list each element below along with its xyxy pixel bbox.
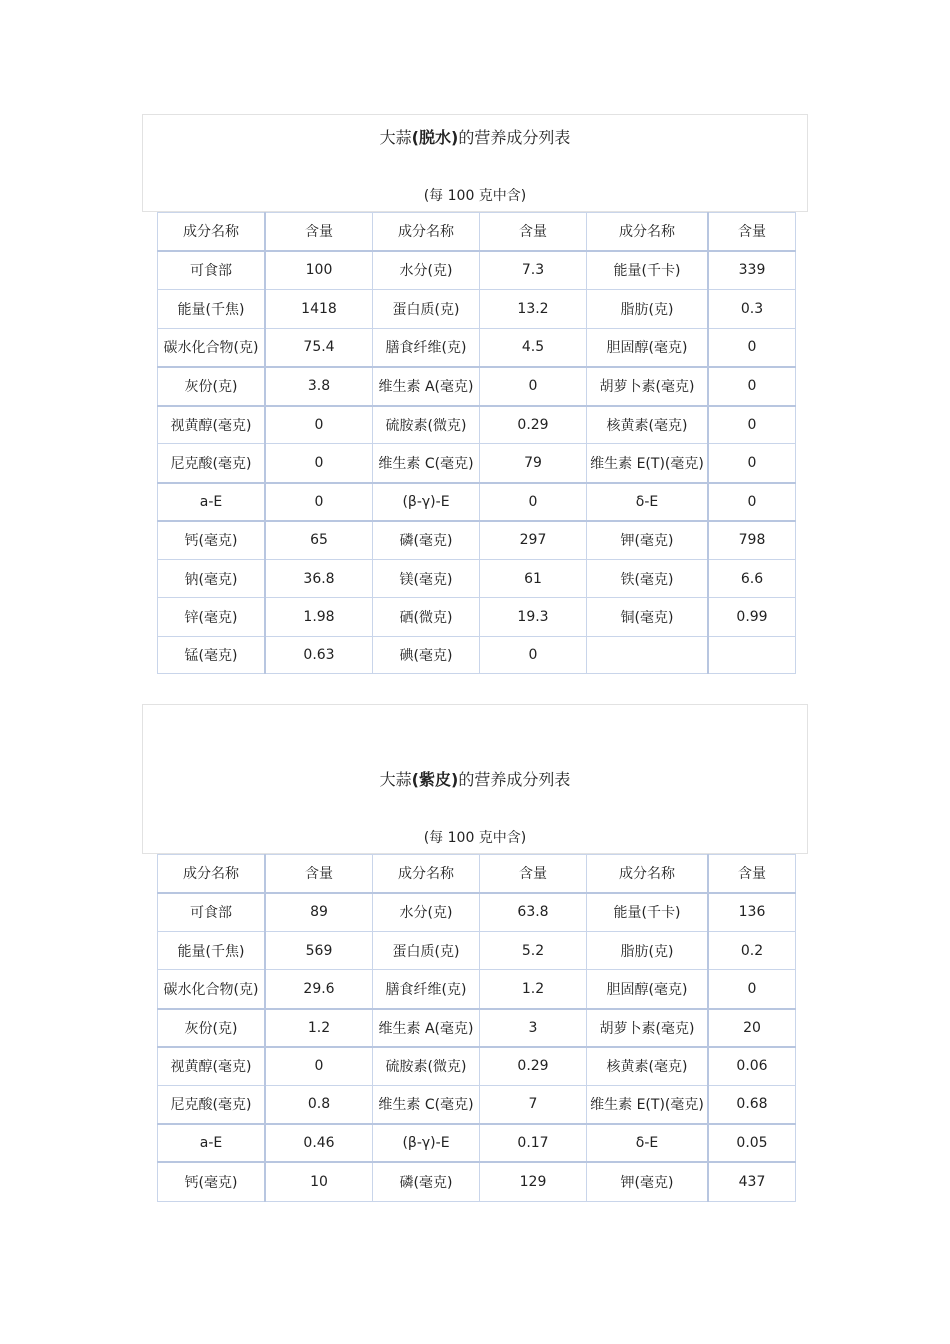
header-cell: 含量 [265, 855, 373, 893]
nutrient-value-cell: 0.99 [708, 598, 796, 637]
nutrient-value-cell: 19.3 [480, 598, 587, 637]
nutrient-name-cell: 可食部 [158, 893, 266, 932]
nutrient-name-cell: 视黄醇(毫克) [158, 406, 266, 444]
nutrient-value-cell: 0 [480, 637, 587, 674]
nutrient-value-cell: 4.5 [480, 329, 587, 367]
nutrient-name-cell: 维生素 A(毫克) [373, 1009, 480, 1047]
nutrient-value-cell: 0 [708, 444, 796, 483]
header-cell: 含量 [480, 855, 587, 893]
title-box [142, 114, 808, 212]
table-row [158, 1086, 796, 1124]
table-row [158, 1009, 796, 1047]
nutrient-name-cell: 膳食纤维(克) [373, 970, 480, 1009]
table-row [158, 444, 796, 483]
nutrient-name-cell: 碳水化合物(克) [158, 329, 266, 367]
nutrient-value-cell: 7.3 [480, 251, 587, 290]
nutrient-value-cell: 65 [265, 521, 373, 560]
title-suffix: 的营养成分列表 [458, 128, 571, 147]
nutrient-name-cell: 胆固醇(毫克) [587, 970, 709, 1009]
nutrient-name-cell: 尼克酸(毫克) [158, 1086, 266, 1124]
table-row [158, 1124, 796, 1162]
table-row [158, 251, 796, 290]
header-cell: 含量 [480, 213, 587, 251]
nutrition-table [157, 854, 796, 1202]
nutrient-name-cell: 磷(毫克) [373, 521, 480, 560]
nutrient-name-cell: 碘(毫克) [373, 637, 480, 674]
table-row [158, 290, 796, 329]
nutrient-value-cell: 0 [265, 406, 373, 444]
nutrient-value-cell: 0 [708, 329, 796, 367]
table-row [158, 560, 796, 598]
nutrient-value-cell: 10 [265, 1162, 373, 1202]
nutrient-name-cell: 灰份(克) [158, 1009, 266, 1047]
nutrient-value-cell: 437 [708, 1162, 796, 1202]
nutrient-value-cell: 20 [708, 1009, 796, 1047]
nutrient-name-cell: 磷(毫克) [373, 1162, 480, 1202]
nutrient-name-cell: 铁(毫克) [587, 560, 709, 598]
nutrient-value-cell: 75.4 [265, 329, 373, 367]
nutrient-name-cell: 能量(千卡) [587, 893, 709, 932]
nutrient-name-cell: 锰(毫克) [158, 637, 266, 674]
nutrient-value-cell: 100 [265, 251, 373, 290]
nutrient-name-cell: 核黄素(毫克) [587, 406, 709, 444]
header-cell: 成分名称 [158, 213, 266, 251]
nutrient-name-cell: 膳食纤维(克) [373, 329, 480, 367]
nutrient-name-cell: 灰份(克) [158, 367, 266, 406]
nutrient-value-cell: 0.8 [265, 1086, 373, 1124]
nutrient-value-cell: 0.63 [265, 637, 373, 674]
header-cell: 含量 [708, 855, 796, 893]
header-cell: 成分名称 [158, 855, 266, 893]
nutrient-value-cell: 297 [480, 521, 587, 560]
table-row [158, 521, 796, 560]
nutrient-value-cell: 798 [708, 521, 796, 560]
nutrient-name-cell: 可食部 [158, 251, 266, 290]
table-row [158, 1047, 796, 1086]
nutrient-name-cell: 能量(千焦) [158, 290, 266, 329]
nutrient-name-cell: 硫胺素(微克) [373, 1047, 480, 1086]
nutrient-value-cell: 79 [480, 444, 587, 483]
nutrient-name-cell: a-E [158, 483, 266, 521]
nutrition-table [157, 212, 796, 674]
title-paren: (脱水) [411, 128, 459, 147]
nutrient-name-cell: 胡萝卜素(毫克) [587, 367, 709, 406]
table-row [158, 970, 796, 1009]
nutrient-value-cell: 0 [265, 444, 373, 483]
nutrient-value-cell: 1418 [265, 290, 373, 329]
nutrient-value-cell: 136 [708, 893, 796, 932]
nutrient-value-cell: 7 [480, 1086, 587, 1124]
table-row [158, 637, 796, 674]
nutrient-name-cell: 蛋白质(克) [373, 932, 480, 970]
nutrient-value-cell: 63.8 [480, 893, 587, 932]
nutrient-name-cell: 铜(毫克) [587, 598, 709, 637]
nutrient-name-cell: 胆固醇(毫克) [587, 329, 709, 367]
table-row [158, 893, 796, 932]
table-row [158, 329, 796, 367]
title-prefix: 大蒜 [379, 128, 412, 147]
table-row [158, 598, 796, 637]
nutrient-value-cell: 0 [480, 367, 587, 406]
nutrient-value-cell: 129 [480, 1162, 587, 1202]
nutrient-name-cell: 钠(毫克) [158, 560, 266, 598]
nutrient-value-cell: 569 [265, 932, 373, 970]
nutrient-value-cell: 0 [265, 483, 373, 521]
nutrient-name-cell: 脂肪(克) [587, 932, 709, 970]
nutrient-name-cell: 镁(毫克) [373, 560, 480, 598]
nutrient-name-cell: 脂肪(克) [587, 290, 709, 329]
nutrient-name-cell: 维生素 A(毫克) [373, 367, 480, 406]
header-cell: 成分名称 [587, 855, 709, 893]
nutrient-value-cell: 0 [265, 1047, 373, 1086]
nutrient-name-cell: 维生素 C(毫克) [373, 444, 480, 483]
nutrient-value-cell: 0 [708, 367, 796, 406]
nutrient-name-cell: 胡萝卜素(毫克) [587, 1009, 709, 1047]
header-cell: 成分名称 [373, 855, 480, 893]
nutrient-value-cell: 0 [708, 970, 796, 1009]
nutrient-name-cell: a-E [158, 1124, 266, 1162]
nutrient-name-cell [587, 637, 709, 674]
nutrient-name-cell: 尼克酸(毫克) [158, 444, 266, 483]
table-subtitle: (每 100 克中含) [423, 188, 527, 204]
nutrient-name-cell: 硒(微克) [373, 598, 480, 637]
nutrient-name-cell: 能量(千卡) [587, 251, 709, 290]
nutrient-value-cell: 13.2 [480, 290, 587, 329]
nutrient-name-cell: 维生素 E(T)(毫克) [587, 1086, 709, 1124]
nutrient-name-cell: 钾(毫克) [587, 521, 709, 560]
table-title [143, 125, 807, 148]
nutrient-value-cell [708, 637, 796, 674]
title-paren: (紫皮) [411, 770, 459, 789]
nutrient-name-cell: 钙(毫克) [158, 1162, 266, 1202]
nutrient-name-cell: δ-E [587, 483, 709, 521]
table-subtitle: (每 100 克中含) [423, 830, 527, 846]
nutrient-value-cell: 3.8 [265, 367, 373, 406]
nutrient-value-cell: 0.2 [708, 932, 796, 970]
header-cell: 成分名称 [373, 213, 480, 251]
nutrient-name-cell: 维生素 C(毫克) [373, 1086, 480, 1124]
nutrient-value-cell: 0 [708, 483, 796, 521]
nutrient-value-cell: 0.3 [708, 290, 796, 329]
nutrient-value-cell: 0.17 [480, 1124, 587, 1162]
nutrient-value-cell: 1.98 [265, 598, 373, 637]
table-header-row [158, 855, 796, 893]
header-cell: 含量 [708, 213, 796, 251]
nutrient-value-cell: 6.6 [708, 560, 796, 598]
nutrient-name-cell: 钾(毫克) [587, 1162, 709, 1202]
nutrient-name-cell: 硫胺素(微克) [373, 406, 480, 444]
table-row [158, 483, 796, 521]
nutrient-value-cell: 1.2 [265, 1009, 373, 1047]
nutrient-value-cell: 61 [480, 560, 587, 598]
nutrient-value-cell: 0 [480, 483, 587, 521]
table-row [158, 367, 796, 406]
nutrient-value-cell: 0.06 [708, 1047, 796, 1086]
table-title [143, 767, 807, 790]
nutrient-value-cell: 339 [708, 251, 796, 290]
table-header-row [158, 213, 796, 251]
nutrient-name-cell: 钙(毫克) [158, 521, 266, 560]
nutrient-name-cell: 蛋白质(克) [373, 290, 480, 329]
nutrient-name-cell: 碳水化合物(克) [158, 970, 266, 1009]
title-prefix: 大蒜 [379, 770, 412, 789]
header-cell: 含量 [265, 213, 373, 251]
nutrient-name-cell: 水分(克) [373, 893, 480, 932]
table-row [158, 406, 796, 444]
nutrient-value-cell: 5.2 [480, 932, 587, 970]
header-cell: 成分名称 [587, 213, 709, 251]
nutrient-value-cell: 0.68 [708, 1086, 796, 1124]
nutrient-value-cell: 0.29 [480, 406, 587, 444]
nutrient-name-cell: δ-E [587, 1124, 709, 1162]
table-row [158, 1162, 796, 1202]
title-suffix: 的营养成分列表 [458, 770, 571, 789]
nutrient-name-cell: (β-γ)-E [373, 1124, 480, 1162]
title-box [142, 704, 808, 854]
nutrient-value-cell: 0.05 [708, 1124, 796, 1162]
nutrient-name-cell: 能量(千焦) [158, 932, 266, 970]
nutrient-value-cell: 0 [708, 406, 796, 444]
nutrient-value-cell: 89 [265, 893, 373, 932]
nutrient-value-cell: 36.8 [265, 560, 373, 598]
nutrient-value-cell: 29.6 [265, 970, 373, 1009]
nutrient-name-cell: 核黄素(毫克) [587, 1047, 709, 1086]
nutrient-name-cell: 水分(克) [373, 251, 480, 290]
nutrient-name-cell: 锌(毫克) [158, 598, 266, 637]
nutrient-name-cell: 维生素 E(T)(毫克) [587, 444, 709, 483]
nutrient-value-cell: 1.2 [480, 970, 587, 1009]
nutrient-name-cell: (β-γ)-E [373, 483, 480, 521]
table-row [158, 932, 796, 970]
nutrient-value-cell: 0.29 [480, 1047, 587, 1086]
nutrient-value-cell: 0.46 [265, 1124, 373, 1162]
nutrient-value-cell: 3 [480, 1009, 587, 1047]
nutrient-name-cell: 视黄醇(毫克) [158, 1047, 266, 1086]
